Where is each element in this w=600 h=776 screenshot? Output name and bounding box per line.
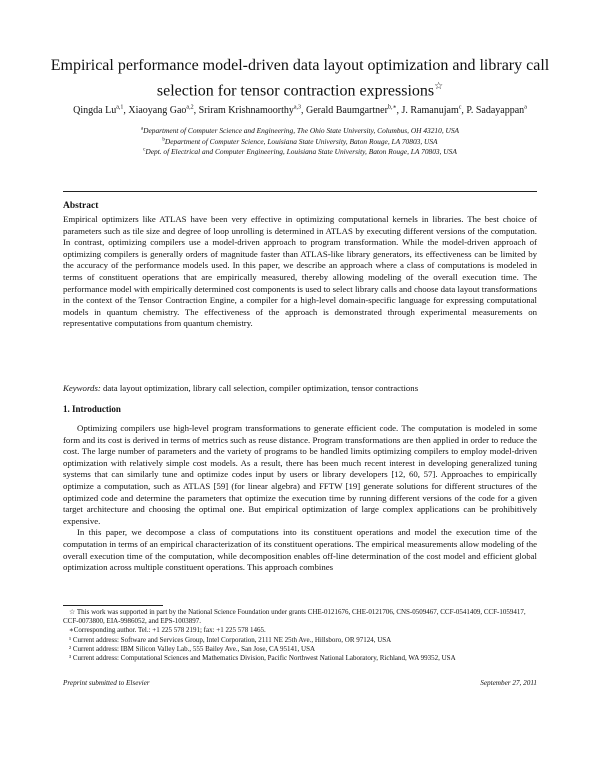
author: Xiaoyang Gao$^{a,2}$ xyxy=(128,104,194,116)
footnote-rule xyxy=(63,605,163,606)
keywords-text: data layout optimization, library call selection, compiler optimization, tensor contractions xyxy=(103,383,419,393)
keywords-label: Keywords: xyxy=(63,383,101,393)
affiliation-list xyxy=(60,126,540,158)
abstract-heading: Abstract xyxy=(63,201,99,211)
section-heading: 1. Introduction xyxy=(63,404,121,414)
intro-body xyxy=(63,423,537,574)
footer-preprint-note: Preprint submitted to Elsevier xyxy=(63,679,150,687)
footnote: ∗Corresponding author. Tel.: +1 225 578 2191; fax: +1 225 578 1465. xyxy=(69,626,266,635)
title-footnote-mark: ☆ xyxy=(434,81,444,92)
intro-paragraph: In this paper, we decompose a class of computations into its constituent operations and model the execution time of the computation in terms of an empirical characterization of its constituent operations. The empirical measurements allow modeling of the overall execution time of the computation, while decomposition enables off-line determination of the cost model and efficient global optimization across multiple constituent operations. This approach combines xyxy=(63,527,537,573)
title-line-2-text: selection for tensor contraction expressions xyxy=(156,82,435,100)
affiliation: $^a$Department of Computer Science and Engineering, The Ohio State University, Columbus, OH 43210, USA xyxy=(140,126,460,135)
keywords xyxy=(63,383,418,394)
author-list: Qingda Lu$^{a,1}$, Xiaoyang Gao$^{a,2}$, Sriram Krishnamoorthy$^{a,3}$, Gerald Baumgartner$^{b,∗}$, J. Ramanujam$^c$, P. Sadayappan$^a$ xyxy=(73,104,527,116)
footnote: ☆ This work was supported in part by the National Science Foundation under grants CHE-0121676, CHE-0121706, CNS-0509467, CCF-0541409, CCF-1059417, CCF-0073800, EIA-9986052, and EPS-1003897. xyxy=(63,608,526,626)
footnote: ³ Current address: Computational Sciences and Mathematics Division, Pacific Northwest National Laboratory, Richland, WA 99352, USA xyxy=(69,654,456,663)
footnotes xyxy=(63,608,537,663)
abstract-text: Empirical optimizers like ATLAS have been very effective in optimizing computational kernels in libraries. The best choice of parameters such as tile size and degree of loop unrolling is determined in ATLAS by executing different versions of the computation. In contrast, optimizing compilers use a model-driven approach to program transformation. While the model-driven approach of optimizing compilers is generally orders of magnitude faster than ATLAS-like library generators, its effectiveness can be limited by the accuracy of the performance models used. In this paper, we describe an approach where a class of computations is modeled in terms of constituent operations that are empirically measured, thereby allowing modeling of the overall execution time. The performance model with empirically determined cost components is used to select library calls and choose data layout transformations in the context of the Tensor Contraction Engine, a compiler for a high-level domain-specific language for expressing computational models in quantum chemistry. The effectiveness of the approach is demonstrated through experimental measurements on representative computations from quantum chemistry. xyxy=(63,214,537,329)
title-line-1: Empirical performance model-driven data layout optimization and library call xyxy=(50,57,550,74)
footer-date: September 27, 2011 xyxy=(480,679,537,687)
paper-title xyxy=(40,55,560,101)
affiliation: $^b$Department of Computer Science, Louisiana State University, Baton Rouge, LA 70803, USA xyxy=(162,136,438,146)
affiliation: $^c$Dept. of Electrical and Computer Engineering, Louisiana State University, Baton Rouge, LA 70803, USA xyxy=(143,147,457,156)
intro-paragraph: Optimizing compilers use high-level program transformations to generate efficient code. The computation is modeled in some form and its cost is derived in terms of metrics such as reuse distance. Program transformations are then applied in order to reduce the cost. The large number of parameters and the variety of programs to be handled limits optimizing compilers to employ model-driven optimization with relatively simple cost models. As a result, there has been much recent interest in developing generalized tuning systems that can similarly tune and optimize codes input by users or library developers [12, 60, 57]. Approaches to empirically optimize a computation, such as ATLAS [59] (for linear algebra) and FFTW [19] generate solutions for different structures of the optimized code and determine the parameters that optimize the execution time by running different versions of the code for a given target architecture and choosing the optimal one. But empirical optimization of large complex applications can be prohibitively expensive. xyxy=(63,423,537,526)
author: Gerald Baumgartner$^{b,∗}$ xyxy=(306,104,397,116)
author: P. Sadayappan$^a$ xyxy=(466,104,527,116)
author: Qingda Lu$^{a,1}$ xyxy=(73,104,124,116)
footnote: ¹ Current address: Software and Services Group, Intel Corporation, 2111 NE 25th Ave., Hillsboro, OR 97124, USA xyxy=(69,635,392,644)
title-line-2 xyxy=(40,76,560,101)
author: J. Ramanujam$^c$ xyxy=(401,104,462,116)
author: Sriram Krishnamoorthy$^{a,3}$ xyxy=(198,104,302,116)
footnote: ² Current address: IBM Silicon Valley Lab., 555 Bailey Ave., San Jose, CA 95141, USA xyxy=(69,644,316,653)
abstract-top-rule xyxy=(63,191,537,192)
